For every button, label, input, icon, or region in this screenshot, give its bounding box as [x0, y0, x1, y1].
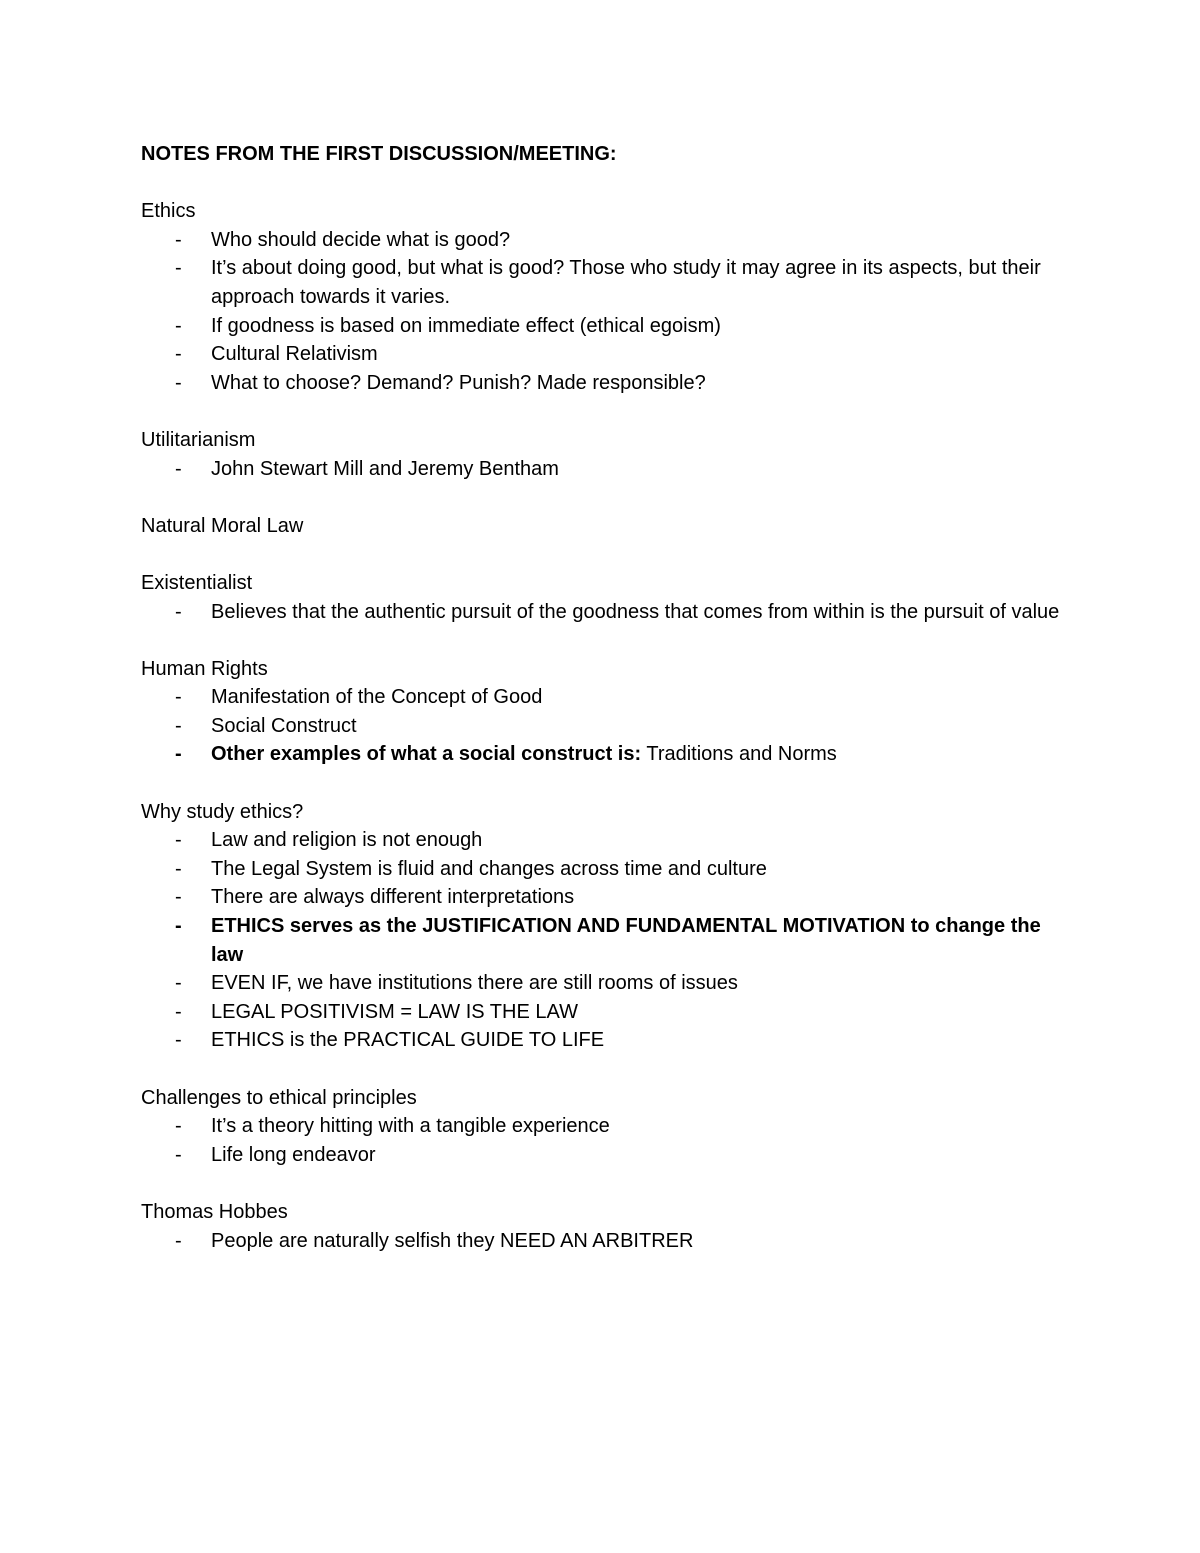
dash-bullet-icon: - [175, 371, 182, 394]
list-item [141, 340, 1070, 369]
item-text: ETHICS is the PRACTICAL GUIDE TO LIFE [211, 1029, 605, 1052]
list-item [141, 740, 1070, 769]
item-text: The Legal System is fluid and changes across time and culture [211, 857, 767, 880]
list-item [141, 683, 1070, 712]
dash-bullet-icon: - [175, 714, 182, 737]
notes-body [141, 197, 1070, 1255]
dash-bullet-icon: - [175, 743, 182, 766]
dash-bullet-icon: - [175, 1115, 182, 1138]
list-item [141, 455, 1070, 484]
document-title: NOTES FROM THE FIRST DISCUSSION/MEETING: [141, 143, 617, 165]
dash-bullet-icon: - [175, 457, 182, 480]
dash-bullet-icon: - [175, 314, 182, 337]
item-text: People are naturally selfish they NEED AN ARBITRER [211, 1229, 694, 1252]
section-heading: Ethics [141, 200, 196, 223]
notes-section [141, 512, 1070, 541]
list-item [141, 855, 1070, 884]
list-item [141, 1026, 1070, 1055]
item-text: It’s a theory hitting with a tangible experience [211, 1115, 610, 1138]
bullet-list [141, 826, 1070, 1055]
list-item [141, 254, 1070, 311]
notes-section [141, 426, 1070, 483]
dash-bullet-icon: - [175, 829, 182, 852]
item-text: Life long endeavor [211, 1143, 376, 1166]
section-heading: Challenges to ethical principles [141, 1086, 417, 1109]
item-text: Who should decide what is good? [211, 228, 511, 251]
item-text: Manifestation of the Concept of Good [211, 686, 543, 709]
item-text: It’s about doing good, but what is good? Those who study it may agree in its aspects, but their approach towards it varies. [211, 257, 1041, 308]
notes-section [141, 798, 1070, 1055]
bullet-list [141, 1227, 1070, 1256]
list-item [141, 1112, 1070, 1141]
item-text: If goodness is based on immediate effect (ethical egoism) [211, 314, 721, 337]
dash-bullet-icon: - [175, 857, 182, 880]
list-item [141, 969, 1070, 998]
section-heading: Natural Moral Law [141, 514, 304, 537]
notes-section [141, 655, 1070, 769]
item-text: Believes that the authentic pursuit of the goodness that comes from within is the pursuit of value [211, 600, 1060, 623]
item-text: ETHICS serves as the JUSTIFICATION AND FUNDAMENTAL MOTIVATION to change the law [211, 915, 1041, 966]
list-item [141, 998, 1070, 1027]
item-text: There are always different interpretations [211, 886, 575, 909]
section-heading: Existentialist [141, 571, 253, 594]
item-text: Cultural Relativism [211, 343, 378, 366]
section-heading: Thomas Hobbes [141, 1200, 288, 1223]
item-text: What to choose? Demand? Punish? Made responsible? [211, 371, 706, 394]
section-heading: Why study ethics? [141, 800, 304, 823]
list-item [141, 312, 1070, 341]
dash-bullet-icon: - [175, 343, 182, 366]
item-text: John Stewart Mill and Jeremy Bentham [211, 457, 559, 480]
bullet-list [141, 1112, 1070, 1169]
section-heading: Utilitarianism [141, 428, 256, 451]
list-item [141, 1227, 1070, 1256]
notes-section [141, 1198, 1070, 1255]
item-bold-lead: Other examples of what a social construct is: [211, 743, 642, 766]
item-text: Traditions and Norms [646, 743, 837, 766]
item-text: LEGAL POSITIVISM = LAW IS THE LAW [211, 1000, 578, 1023]
item-text: Law and religion is not enough [211, 829, 483, 852]
list-item [141, 226, 1070, 255]
list-item [141, 912, 1070, 969]
bullet-list [141, 598, 1070, 627]
section-heading: Human Rights [141, 657, 268, 680]
dash-bullet-icon: - [175, 1229, 182, 1252]
list-item [141, 712, 1070, 741]
bullet-list [141, 683, 1070, 769]
notes-section [141, 1084, 1070, 1170]
bullet-list [141, 455, 1070, 484]
dash-bullet-icon: - [175, 686, 182, 709]
dash-bullet-icon: - [175, 1029, 182, 1052]
list-item [141, 883, 1070, 912]
list-item [141, 1141, 1070, 1170]
dash-bullet-icon: - [175, 600, 182, 623]
dash-bullet-icon: - [175, 257, 182, 280]
dash-bullet-icon: - [175, 972, 182, 995]
list-item [141, 369, 1070, 398]
dash-bullet-icon: - [175, 886, 182, 909]
list-item [141, 598, 1070, 627]
dash-bullet-icon: - [175, 228, 182, 251]
notes-section [141, 197, 1070, 397]
item-text: EVEN IF, we have institutions there are still rooms of issues [211, 972, 738, 995]
list-item [141, 826, 1070, 855]
dash-bullet-icon: - [175, 915, 182, 938]
notes-section [141, 569, 1070, 626]
dash-bullet-icon: - [175, 1143, 182, 1166]
dash-bullet-icon: - [175, 1000, 182, 1023]
item-text: Social Construct [211, 714, 357, 737]
bullet-list [141, 226, 1070, 398]
